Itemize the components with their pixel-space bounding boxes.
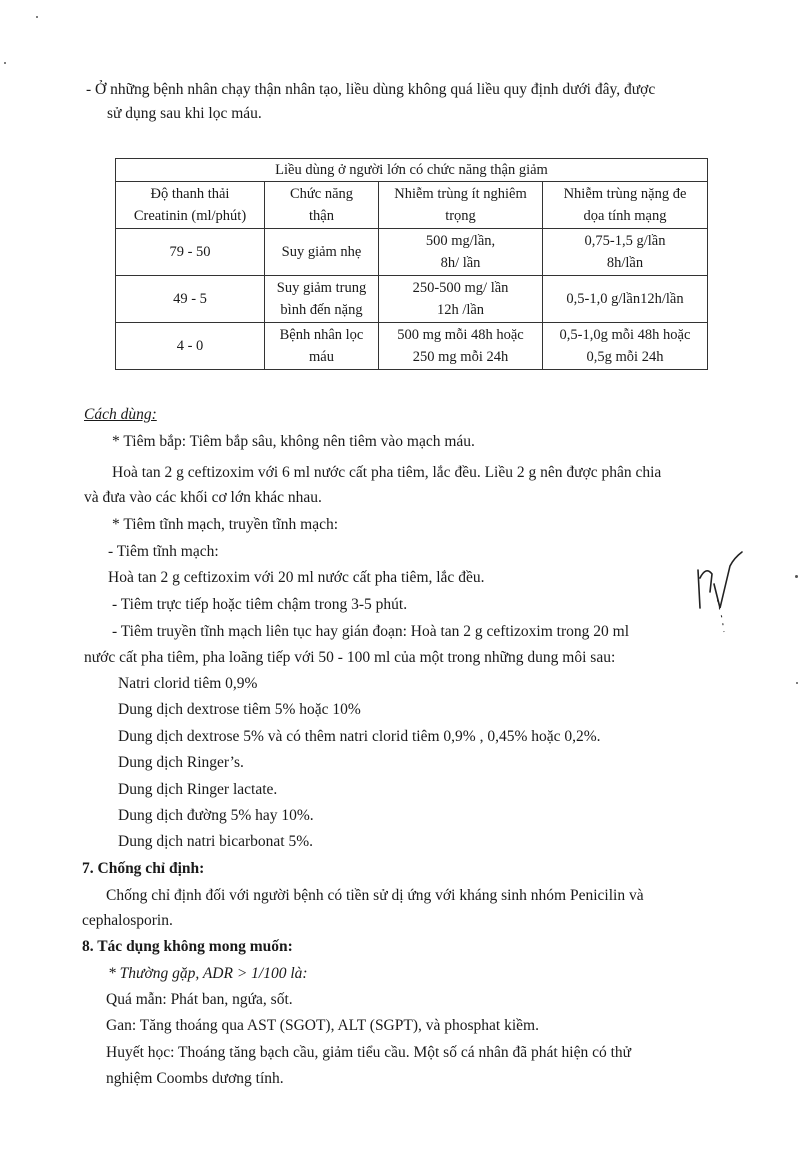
iv-direct: - Tiêm trực tiếp hoặc tiêm chậm trong 3-5 phút. xyxy=(112,596,408,613)
usage-heading: Cách dùng: xyxy=(84,406,157,423)
solvent-item: Dung dịch dextrose tiêm 5% hoặc 10% xyxy=(118,701,361,718)
table-row xyxy=(116,323,708,370)
cell-clearance: 49 - 5 xyxy=(116,276,265,323)
dosage-table xyxy=(115,158,708,370)
infusion-line-2: nước cất pha tiêm, pha loãng tiếp với 50 - 100 ml của một trong những dung môi sau: xyxy=(84,649,616,666)
hypersensitivity-text: Quá mẫn: Phát ban, ngứa, sốt. xyxy=(106,991,293,1008)
cell-function: Bệnh nhân lọc máu xyxy=(265,323,379,370)
cell-severe: 0,75-1,5 g/lần 8h/lần xyxy=(543,229,708,276)
cell-function: Suy giảm trung bình đến nặng xyxy=(265,276,379,323)
cell-mild: 500 mg/lần, 8h/ lần xyxy=(379,229,543,276)
blood-text-1: Huyết học: Thoáng tăng bạch cầu, giảm tiểu cầu. Một số cá nhân đã phát hiện có thử xyxy=(106,1044,632,1061)
intro-line-2: sử dụng sau khi lọc máu. xyxy=(107,105,262,122)
blood-text-2: nghiệm Coombs dương tính. xyxy=(106,1070,284,1087)
im-title: * Tiêm bắp: Tiêm bắp sâu, không nên tiêm vào mạch máu. xyxy=(112,433,475,450)
cell-severe: 0,5-1,0 g/lần12h/lần xyxy=(543,276,708,323)
solvent-item: Dung dịch đường 5% hay 10%. xyxy=(118,807,314,824)
iv-subheading: - Tiêm tĩnh mạch: xyxy=(108,543,219,560)
solvent-item: Dung dịch natri bicarbonat 5%. xyxy=(118,833,313,850)
solvent-item: Dung dịch Ringer’s. xyxy=(118,754,244,771)
cell-mild: 250-500 mg/ lần 12h /lần xyxy=(379,276,543,323)
section-7-text-1: Chống chỉ định đối với người bệnh có tiền sử dị ứng với kháng sinh nhóm Penicilin và xyxy=(106,887,644,904)
header-clearance: Độ thanh thải Creatinin (ml/phút) xyxy=(116,182,265,229)
header-mild-infection: Nhiễm trùng ít nghiêm trọng xyxy=(379,182,543,229)
intro-line-1: - Ở những bệnh nhân chạy thận nhân tạo, liều dùng không quá liều quy định dưới đây, được xyxy=(86,81,656,98)
section-8-subheading: * Thường gặp, ADR > 1/100 là: xyxy=(108,965,308,982)
scan-speck xyxy=(36,16,38,18)
solvent-item: Dung dịch dextrose 5% và có thêm natri clorid tiêm 0,9% , 0,45% hoặc 0,2%. xyxy=(118,728,601,745)
header-severe-infection: Nhiễm trùng nặng đe dọa tính mạng xyxy=(543,182,708,229)
cell-severe: 0,5-1,0g mỗi 48h hoặc 0,5g mỗi 24h xyxy=(543,323,708,370)
liver-text: Gan: Tăng thoáng qua AST (SGOT), ALT (SGPT), và phosphat kiềm. xyxy=(106,1017,539,1034)
table-header-row xyxy=(116,182,708,229)
cell-clearance: 4 - 0 xyxy=(116,323,265,370)
cell-function: Suy giảm nhẹ xyxy=(265,229,379,276)
cell-clearance: 79 - 50 xyxy=(116,229,265,276)
infusion-line-1: - Tiêm truyền tĩnh mạch liên tục hay gián đoạn: Hoà tan 2 g ceftizoxim trong 20 ml xyxy=(112,623,629,640)
scan-speck xyxy=(796,682,798,684)
im-text-1: Hoà tan 2 g ceftizoxim với 6 ml nước cất pha tiêm, lắc đều. Liều 2 g nên được phân chia xyxy=(112,464,662,481)
scan-speck xyxy=(4,62,6,64)
table-row xyxy=(116,276,708,323)
table-title: Liều dùng ở người lớn có chức năng thận giảm xyxy=(116,159,708,182)
section-7-text-2: cephalosporin. xyxy=(82,912,173,929)
cell-mild: 500 mg mỗi 48h hoặc 250 mg mỗi 24h xyxy=(379,323,543,370)
iv-title: * Tiêm tĩnh mạch, truyền tĩnh mạch: xyxy=(112,516,339,533)
section-7-heading: 7. Chống chỉ định: xyxy=(82,860,205,877)
handwritten-signature xyxy=(690,548,780,638)
iv-text: Hoà tan 2 g ceftizoxim với 20 ml nước cất pha tiêm, lắc đều. xyxy=(108,569,485,586)
im-text-2: và đưa vào các khối cơ lớn khác nhau. xyxy=(84,489,322,506)
header-kidney-function: Chức năng thận xyxy=(265,182,379,229)
table-row xyxy=(116,229,708,276)
solvent-item: Natri clorid tiêm 0,9% xyxy=(118,675,258,692)
solvent-item: Dung dịch Ringer lactate. xyxy=(118,781,278,798)
scan-speck xyxy=(795,575,798,578)
section-8-heading: 8. Tác dụng không mong muốn: xyxy=(82,938,293,955)
